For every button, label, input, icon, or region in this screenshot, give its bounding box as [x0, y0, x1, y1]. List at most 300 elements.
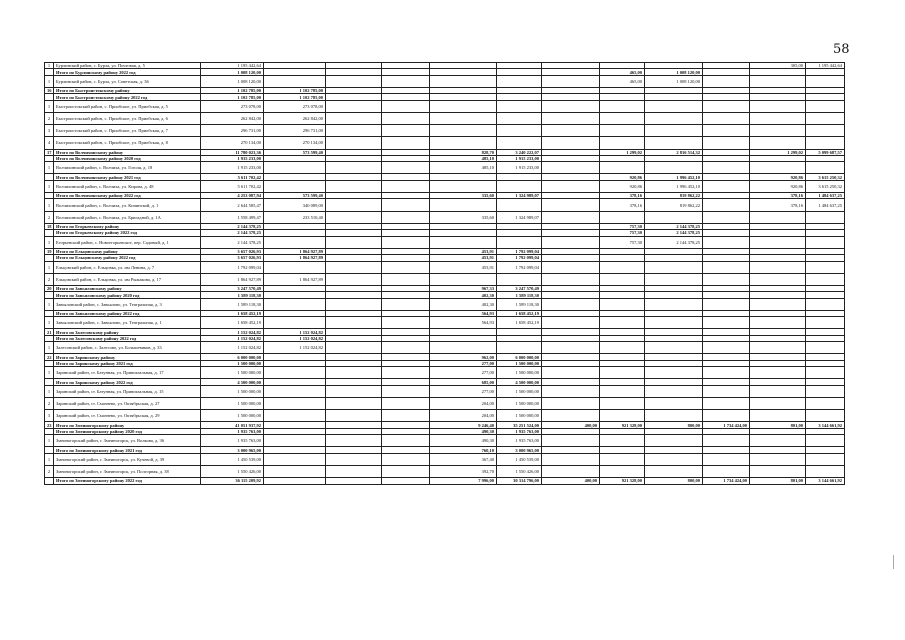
value-cell	[703, 100, 750, 112]
value-cell	[542, 75, 600, 87]
value-cell	[703, 317, 750, 329]
row-name: Быстроистокский район, с. Приобское, ул. Приобская, д. 8	[54, 137, 201, 149]
value-cell: 1 996 452,10	[645, 180, 703, 192]
table-row	[45, 199, 845, 211]
row-name: Заринский район, ст. Батунная, ул. Привокзальная, д. 17	[54, 367, 201, 379]
value-cell	[750, 211, 806, 223]
value-cell	[703, 453, 750, 465]
value-cell	[600, 261, 645, 273]
value-cell	[750, 317, 806, 329]
row-index: 4	[45, 137, 54, 149]
row-name: Итого по Змеиногорскому району 2022 год	[54, 478, 201, 484]
value-cell	[542, 100, 600, 112]
table-row	[45, 317, 845, 329]
row-index: 1	[45, 317, 54, 329]
value-cell	[264, 236, 326, 248]
value-cell	[382, 317, 430, 329]
value-cell	[326, 261, 382, 273]
value-cell	[264, 410, 326, 422]
value-cell: 233 510,40	[264, 211, 326, 223]
value-cell: 819 862,22	[645, 199, 703, 211]
value-cell: 921 328,00	[600, 422, 645, 428]
value-cell	[645, 261, 703, 273]
value-cell: 1 915 233,00	[497, 155, 542, 161]
value-cell: 378,16	[600, 193, 645, 199]
row-name: Итого по Быстроистокскому району 2022 год	[54, 94, 201, 100]
value-cell: 1 500 000,00	[497, 410, 542, 422]
value-cell	[600, 367, 645, 379]
value-cell: 1 935 763,00	[497, 435, 542, 447]
value-cell	[264, 385, 326, 397]
table-row	[45, 211, 845, 223]
value-cell	[542, 367, 600, 379]
value-cell	[645, 137, 703, 149]
value-cell	[430, 199, 497, 211]
row-name: Змеиногорский район, г. Змеиногорск, ул. Волкова, д. 36	[54, 435, 201, 447]
value-cell: 6 000 000,00	[201, 354, 264, 360]
row-name: Итого по Змеиногорскому району 2020 год	[54, 428, 201, 434]
value-cell	[806, 236, 845, 248]
value-cell	[600, 273, 645, 285]
row-index	[45, 478, 54, 484]
value-cell: 400,00	[542, 422, 600, 428]
row-name: Быстроистокский район, с. Приобское, ул. Приобская, д. 5	[54, 100, 201, 112]
value-cell: 1 734 424,00	[703, 422, 750, 428]
value-cell	[703, 211, 750, 223]
value-cell: 1 658 452,19	[201, 310, 264, 316]
value-cell: 757,30	[600, 223, 645, 229]
row-name: Волчихинский район, с. Волчиха, ул. Кичинской, д. 1	[54, 199, 201, 211]
value-cell	[806, 465, 845, 477]
value-cell	[430, 112, 497, 124]
row-name: Итого по Залесовскому району	[54, 329, 201, 335]
table-row	[45, 435, 845, 447]
value-cell: 1 450 539,00	[497, 453, 542, 465]
row-index: 19	[45, 248, 54, 254]
value-cell: 378,16	[750, 193, 806, 199]
value-cell	[750, 236, 806, 248]
value-cell: 1 550 426,00	[201, 465, 264, 477]
value-cell	[326, 100, 382, 112]
value-cell	[542, 236, 600, 248]
value-cell: 1 102 785,00	[201, 87, 264, 93]
value-cell	[382, 112, 430, 124]
value-cell	[806, 453, 845, 465]
row-index: 17	[45, 149, 54, 155]
value-cell	[703, 137, 750, 149]
value-cell: 273 078,00	[264, 100, 326, 112]
value-cell	[382, 75, 430, 87]
value-cell: 402,30	[430, 298, 497, 310]
value-cell: 3 144 661,92	[806, 422, 845, 428]
row-index: 1	[45, 298, 54, 310]
value-cell	[806, 410, 845, 422]
table-row	[45, 398, 845, 410]
value-cell: 760,10	[430, 447, 497, 453]
value-cell	[645, 385, 703, 397]
value-cell	[430, 180, 497, 192]
value-cell: 800,00	[645, 478, 703, 484]
table-row	[45, 100, 845, 112]
value-cell	[542, 180, 600, 192]
value-cell	[600, 298, 645, 310]
value-cell: 3 247 570,49	[201, 285, 264, 291]
value-cell	[382, 298, 430, 310]
value-cell: 1 558 499,47	[201, 211, 264, 223]
value-cell	[430, 342, 497, 354]
value-cell: 1 935 763,00	[201, 428, 264, 434]
value-cell	[750, 367, 806, 379]
value-cell: 920,86	[750, 174, 806, 180]
row-index: 1	[45, 261, 54, 273]
value-cell	[326, 180, 382, 192]
margin-mark	[893, 555, 894, 569]
value-cell: 1 864 927,89	[264, 248, 326, 254]
row-index: 2	[45, 273, 54, 285]
value-cell: 1 864 927,89	[264, 255, 326, 261]
table-row	[45, 75, 845, 87]
value-cell: 800,00	[645, 422, 703, 428]
value-cell	[497, 199, 542, 211]
value-cell	[382, 453, 430, 465]
value-cell	[645, 100, 703, 112]
value-cell	[600, 342, 645, 354]
row-index: 1	[45, 180, 54, 192]
value-cell	[750, 137, 806, 149]
row-name: Быстроистокский район, с. Приобское, ул. Приобская, д. 6	[54, 112, 201, 124]
row-index: 23	[45, 422, 54, 428]
value-cell: 967,33	[430, 285, 497, 291]
value-cell	[645, 398, 703, 410]
value-cell	[703, 398, 750, 410]
value-cell	[382, 100, 430, 112]
value-cell	[600, 211, 645, 223]
value-cell: 1 324 989,07	[497, 211, 542, 223]
value-cell: 490,30	[430, 428, 497, 434]
value-cell	[264, 261, 326, 273]
row-index: 1	[45, 162, 54, 174]
value-cell	[326, 435, 382, 447]
value-cell	[750, 385, 806, 397]
value-cell: 335,60	[430, 193, 497, 199]
value-cell: 1 864 927,89	[201, 273, 264, 285]
value-cell: 4 500 000,00	[201, 379, 264, 385]
row-index: 1	[45, 385, 54, 397]
value-cell	[806, 298, 845, 310]
value-cell	[806, 75, 845, 87]
value-cell: 1 484 637,25	[806, 193, 845, 199]
value-cell: 262 842,00	[201, 112, 264, 124]
value-cell	[703, 112, 750, 124]
row-name: Волчихинский район, с. Волчиха, ул. Бригадной, д. 1А	[54, 211, 201, 223]
value-cell	[382, 211, 430, 223]
value-cell	[326, 453, 382, 465]
table-row	[45, 125, 845, 137]
value-cell: 11 780 023,36	[201, 149, 264, 155]
value-cell: 573 599,40	[264, 193, 326, 199]
value-cell	[750, 465, 806, 477]
value-cell: 1 550 426,00	[497, 465, 542, 477]
value-cell: 921 328,00	[600, 478, 645, 484]
value-cell	[497, 180, 542, 192]
value-cell: 204,00	[430, 398, 497, 410]
value-cell: 801,00	[750, 478, 806, 484]
value-cell	[600, 385, 645, 397]
value-cell	[750, 298, 806, 310]
row-index: 16	[45, 87, 54, 93]
value-cell	[703, 261, 750, 273]
value-cell	[600, 435, 645, 447]
row-name: Итого по Змеиногорскому району	[54, 422, 201, 428]
row-name: Ельцовский район, с. Ельцовка, ул. им Ленина, д. 7	[54, 261, 201, 273]
value-cell: 1 152 024,82	[264, 335, 326, 341]
value-cell: 465,00	[600, 69, 645, 75]
value-cell: 1 008 120,00	[201, 75, 264, 87]
value-cell	[645, 298, 703, 310]
value-cell: 465,00	[600, 75, 645, 87]
value-cell: 1 792 099,04	[201, 261, 264, 273]
value-cell	[806, 261, 845, 273]
value-cell: 402,30	[430, 292, 497, 298]
value-cell: 1 589 118,30	[497, 292, 542, 298]
value-cell	[264, 478, 326, 484]
value-cell	[326, 342, 382, 354]
value-cell: 3 657 026,93	[201, 248, 264, 254]
value-cell: 1 299,02	[750, 149, 806, 155]
value-cell: 4 500 000,00	[497, 379, 542, 385]
row-name: Заринский район, ст. Батунная, ул. Привокзальная, д. 15	[54, 385, 201, 397]
value-cell	[703, 410, 750, 422]
value-cell: 3 000 965,00	[201, 447, 264, 453]
value-cell	[264, 435, 326, 447]
value-cell	[382, 478, 430, 484]
value-cell: 453,91	[430, 261, 497, 273]
value-cell	[703, 385, 750, 397]
value-cell: 1 734 424,00	[703, 478, 750, 484]
value-cell	[382, 385, 430, 397]
value-cell: 564,93	[430, 310, 497, 316]
value-cell	[542, 435, 600, 447]
row-index: 2	[45, 398, 54, 410]
row-name: Итого по Бурлинскому району 2022 год	[54, 69, 201, 75]
row-index: 2	[45, 112, 54, 124]
row-name: Итого по Завьяловскому району 2022 год	[54, 310, 201, 316]
value-cell	[382, 465, 430, 477]
value-cell	[264, 367, 326, 379]
value-cell	[600, 317, 645, 329]
value-cell	[703, 125, 750, 137]
value-cell	[806, 435, 845, 447]
value-cell	[326, 162, 382, 174]
row-name: Залесовский район, с. Залесово, ул. Большевиков, д. 33	[54, 342, 201, 354]
value-cell: 270 134,00	[264, 137, 326, 149]
value-cell: 2 144 378,25	[645, 236, 703, 248]
value-cell	[497, 125, 542, 137]
value-cell: 273 078,00	[201, 100, 264, 112]
value-cell	[542, 162, 600, 174]
value-cell: 1 500 000,00	[201, 367, 264, 379]
row-index: 1	[45, 75, 54, 87]
row-name: Итого по Заринскому району 2022 год	[54, 379, 201, 385]
value-cell	[750, 100, 806, 112]
value-cell	[750, 112, 806, 124]
value-cell	[542, 273, 600, 285]
value-cell	[326, 410, 382, 422]
table-row	[45, 137, 845, 149]
row-name: Итого по Быстроистокскому району	[54, 87, 201, 93]
value-cell	[600, 125, 645, 137]
row-name: Итого по Волчихинскому району 2020 год	[54, 155, 201, 161]
value-cell: 1 500 000,00	[201, 360, 264, 366]
value-cell	[750, 261, 806, 273]
value-cell: 564,93	[430, 317, 497, 329]
value-cell	[645, 465, 703, 477]
row-name: Итого по Волчихинскому району	[54, 149, 201, 155]
table-row	[45, 342, 845, 354]
value-cell	[326, 125, 382, 137]
value-cell	[542, 112, 600, 124]
value-cell	[600, 410, 645, 422]
row-index: 1	[45, 342, 54, 354]
value-cell: 277,00	[430, 367, 497, 379]
value-cell: 378,16	[750, 199, 806, 211]
value-cell	[750, 410, 806, 422]
value-cell: 30 314 796,00	[497, 478, 542, 484]
value-cell: 1 008 120,00	[645, 69, 703, 75]
value-cell	[326, 298, 382, 310]
value-cell	[750, 342, 806, 354]
value-cell	[806, 273, 845, 285]
value-cell: 1 102 785,00	[264, 94, 326, 100]
value-cell	[806, 112, 845, 124]
value-cell: 378,16	[600, 199, 645, 211]
value-cell: 757,30	[600, 236, 645, 248]
table-row	[45, 261, 845, 273]
value-cell	[703, 367, 750, 379]
value-cell	[326, 273, 382, 285]
value-cell	[326, 478, 382, 484]
value-cell	[497, 112, 542, 124]
value-cell	[600, 453, 645, 465]
row-name: Итого по Егорьевскому району 2022 год	[54, 230, 201, 236]
value-cell: 1 589 118,30	[201, 292, 264, 298]
value-cell: 1 915 233,00	[201, 162, 264, 174]
value-cell	[382, 125, 430, 137]
value-cell	[806, 342, 845, 354]
value-cell	[542, 317, 600, 329]
row-name: Итого по Ельцовскому району 2022 год	[54, 255, 201, 261]
value-cell	[264, 398, 326, 410]
value-cell: 1 792 099,04	[497, 248, 542, 254]
value-cell	[645, 112, 703, 124]
value-cell: 296 731,00	[201, 125, 264, 137]
value-cell	[645, 162, 703, 174]
value-cell	[645, 125, 703, 137]
value-cell: 1 299,02	[600, 149, 645, 155]
register-table	[44, 62, 845, 485]
row-index: 2	[45, 465, 54, 477]
value-cell	[382, 261, 430, 273]
value-cell: 400,00	[542, 478, 600, 484]
value-cell: 1 102 785,00	[264, 87, 326, 93]
table-row	[45, 385, 845, 397]
value-cell	[326, 137, 382, 149]
value-cell	[703, 162, 750, 174]
value-cell: 1 792 099,04	[497, 261, 542, 273]
value-cell: 1 152 024,82	[201, 329, 264, 335]
value-cell	[645, 410, 703, 422]
value-cell: 36 115 209,92	[201, 478, 264, 484]
value-cell	[750, 162, 806, 174]
row-name: Волчихинский район, с. Волчиха, ул. Кирова, д. 48	[54, 180, 201, 192]
value-cell: 1 450 539,00	[201, 453, 264, 465]
value-cell: 5 611 702,42	[201, 180, 264, 192]
value-cell: 262 842,00	[264, 112, 326, 124]
value-cell	[600, 137, 645, 149]
row-name: Бурлинский район, с. Бурла, ул. Советская, д. 36	[54, 75, 201, 87]
value-cell	[264, 162, 326, 174]
value-cell: 3 247 570,49	[497, 285, 542, 291]
value-cell: 1 152 024,82	[201, 335, 264, 341]
table-row	[45, 273, 845, 285]
value-cell	[382, 236, 430, 248]
row-name: Итого по Змеиногорскому району 2021 год	[54, 447, 201, 453]
row-name: Змеиногорский район, г. Змеиногорск, ул. Полгорная, д. 38	[54, 465, 201, 477]
value-cell	[542, 211, 600, 223]
value-cell	[806, 125, 845, 137]
value-cell: 1 500 000,00	[497, 398, 542, 410]
value-cell: 1 500 000,00	[497, 360, 542, 366]
value-cell	[703, 180, 750, 192]
value-cell	[806, 398, 845, 410]
value-cell: 2 144 378,25	[645, 223, 703, 229]
value-cell: 340 089,00	[264, 199, 326, 211]
value-cell	[497, 75, 542, 87]
value-cell	[542, 137, 600, 149]
row-index: 3	[45, 125, 54, 137]
value-cell: 1 152 024,82	[201, 342, 264, 354]
value-cell	[326, 398, 382, 410]
value-cell	[703, 273, 750, 285]
table-row	[45, 236, 845, 248]
value-cell: 1 935 763,00	[497, 428, 542, 434]
value-cell	[542, 410, 600, 422]
value-cell	[382, 367, 430, 379]
value-cell: 2 144 378,25	[201, 236, 264, 248]
value-cell: 204,00	[430, 410, 497, 422]
value-cell: 2 644 585,47	[201, 199, 264, 211]
value-cell	[806, 162, 845, 174]
value-cell	[542, 125, 600, 137]
page-number: 58	[833, 42, 850, 57]
row-index: 1	[45, 63, 54, 69]
value-cell	[264, 453, 326, 465]
value-cell	[382, 410, 430, 422]
value-cell: 757,30	[600, 230, 645, 236]
row-index: 1	[45, 199, 54, 211]
value-cell: 1 658 452,19	[497, 317, 542, 329]
value-cell: 485,10	[430, 155, 497, 161]
value-cell: 1 915 233,00	[497, 162, 542, 174]
value-cell	[542, 199, 600, 211]
value-cell	[264, 317, 326, 329]
value-cell: 1 484 637,25	[806, 199, 845, 211]
value-cell	[326, 317, 382, 329]
value-cell: 920,86	[600, 180, 645, 192]
value-cell	[382, 180, 430, 192]
value-cell	[703, 435, 750, 447]
value-cell	[497, 100, 542, 112]
